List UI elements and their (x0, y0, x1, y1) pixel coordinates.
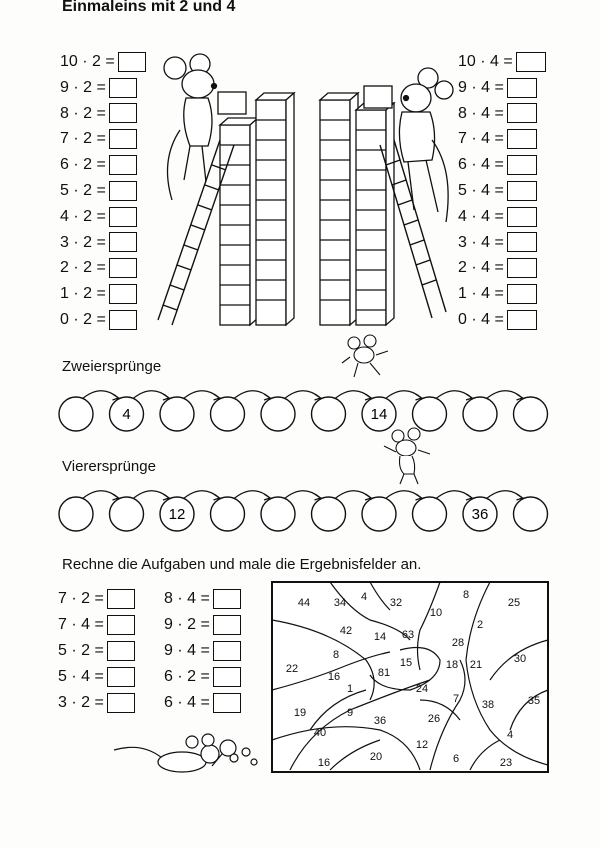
answer-box[interactable] (107, 615, 135, 635)
picture-field-number[interactable]: 38 (481, 699, 495, 711)
cube-tower-left-2 (256, 93, 294, 325)
equation-text: 7 · 4 = (58, 616, 104, 633)
equation-row (458, 309, 537, 331)
equation-text: 10 · 4 = (458, 53, 513, 70)
equation-text: 7 · 4 = (458, 130, 504, 148)
answer-box[interactable] (213, 693, 241, 713)
answer-box[interactable] (507, 129, 537, 149)
number-circle[interactable] (413, 497, 447, 531)
answer-box[interactable] (107, 589, 135, 609)
equation-row (164, 588, 241, 610)
picture-field-number[interactable]: 7 (452, 693, 460, 705)
answer-box[interactable] (507, 78, 537, 98)
cube-towers-illustration (150, 50, 460, 340)
equation-text: 6 · 4 = (458, 156, 504, 174)
twos-number-line (50, 376, 560, 446)
answer-box[interactable] (213, 615, 241, 635)
equation-row (458, 154, 537, 176)
picture-field-number[interactable]: 35 (527, 695, 541, 707)
equation-text: 5 · 2 = (58, 642, 104, 659)
equation-row (458, 128, 537, 150)
picture-field-number[interactable]: 23 (499, 757, 513, 769)
answer-box[interactable] (109, 258, 137, 278)
answer-box[interactable] (109, 232, 137, 252)
equation-text: 0 · 4 = (458, 311, 504, 328)
equation-row (458, 206, 537, 228)
picture-field-number[interactable]: 16 (317, 757, 331, 769)
answer-box[interactable] (507, 232, 537, 252)
answer-box[interactable] (516, 52, 546, 72)
equation-text: 8 · 4 = (458, 104, 504, 122)
answer-box[interactable] (507, 181, 537, 201)
equation-row (60, 206, 137, 228)
answer-box[interactable] (109, 181, 137, 201)
held-cube-left (218, 92, 246, 114)
number-circle[interactable] (312, 397, 346, 431)
picture-field-number[interactable]: 20 (369, 751, 383, 763)
equation-row (164, 692, 241, 714)
number-circle[interactable] (261, 397, 295, 431)
answer-box[interactable] (507, 207, 537, 227)
number-circle-value: 4 (122, 406, 131, 423)
number-circle[interactable] (211, 497, 245, 531)
color-by-number-picture (270, 580, 552, 776)
picture-field-number[interactable]: 40 (313, 727, 327, 739)
picture-field-number[interactable]: 10 (429, 607, 443, 619)
number-circle[interactable] (110, 497, 144, 531)
number-circle[interactable] (514, 497, 548, 531)
picture-field-number[interactable]: 26 (427, 713, 441, 725)
picture-field-number[interactable]: 1 (346, 683, 354, 695)
equation-text: 9 · 4 = (458, 78, 504, 96)
equation-row (58, 666, 135, 688)
picture-field-number[interactable]: 15 (399, 657, 413, 669)
equation-row (58, 614, 135, 636)
equation-text: 6 · 2 = (60, 156, 106, 174)
answer-box[interactable] (213, 641, 241, 661)
task-heading: Rechne die Aufgaben und male die Ergebnisfelder an. (62, 556, 422, 573)
picture-field-number[interactable]: 63 (401, 629, 415, 641)
equation-row (60, 232, 137, 254)
equation-row (60, 283, 137, 305)
twos-heading: Zweiersprünge (62, 358, 162, 375)
answer-box[interactable] (109, 129, 137, 149)
answer-box[interactable] (507, 310, 537, 330)
equation-row (60, 154, 137, 176)
equation-row (458, 283, 537, 305)
number-circle[interactable] (312, 497, 346, 531)
picture-field-number[interactable]: 8 (462, 589, 470, 601)
answer-box[interactable] (507, 103, 537, 123)
number-circle[interactable] (463, 397, 497, 431)
number-circle-value: 12 (168, 506, 186, 523)
answer-box[interactable] (507, 284, 537, 304)
number-circle[interactable] (362, 497, 396, 531)
equation-text: 4 · 2 = (60, 207, 106, 225)
picture-field-number[interactable]: 32 (389, 597, 403, 609)
picture-field-number[interactable]: 21 (469, 659, 483, 671)
equation-text: 8 · 4 = (164, 590, 210, 607)
equation-text: 1 · 2 = (60, 285, 106, 303)
picture-field-number[interactable]: 30 (513, 653, 527, 665)
fours-number-line (50, 476, 560, 546)
picture-field-number[interactable]: 34 (333, 597, 347, 609)
equation-text: 5 · 4 = (458, 182, 504, 199)
answer-box[interactable] (109, 78, 137, 98)
equation-row (458, 232, 537, 254)
page-title: Einmaleins mit 2 und 4 (62, 0, 236, 15)
picture-field-number[interactable]: 4 (506, 729, 514, 741)
held-cube-right (364, 86, 392, 108)
answer-box[interactable] (109, 103, 137, 123)
equation-text: 0 · 2 = (60, 311, 106, 328)
number-circle[interactable] (514, 397, 548, 431)
picture-field-number[interactable]: 25 (507, 597, 521, 609)
equation-text: 9 · 2 = (164, 616, 210, 633)
equation-row (60, 180, 137, 202)
equation-row (458, 77, 537, 99)
picture-field-number[interactable]: 8 (332, 649, 340, 661)
picture-field-number[interactable]: 2 (476, 619, 484, 631)
equation-row (164, 666, 241, 688)
picture-field-number[interactable]: 4 (360, 591, 368, 603)
equation-text: 2 · 4 = (458, 259, 504, 277)
picture-field-number[interactable]: 14 (373, 631, 387, 643)
mouse-with-magnifier-icon (112, 728, 272, 788)
picture-field-number[interactable]: 44 (297, 597, 311, 609)
equation-row (458, 257, 537, 279)
picture-field-number[interactable]: 9 (346, 707, 354, 719)
equation-row (58, 588, 135, 610)
picture-field-number[interactable]: 16 (327, 671, 341, 683)
picture-field-number[interactable]: 19 (293, 707, 307, 719)
equation-row (60, 103, 137, 125)
answer-box[interactable] (109, 155, 137, 175)
picture-field-number[interactable]: 24 (415, 683, 429, 695)
cube-tower-right-1 (320, 93, 358, 325)
answer-box[interactable] (507, 155, 537, 175)
equation-row (164, 640, 241, 662)
equation-text: 4 · 4 = (458, 207, 504, 225)
picture-field-number[interactable]: 22 (285, 663, 299, 675)
equation-text: 5 · 4 = (58, 668, 104, 685)
equation-row (58, 640, 135, 662)
fours-heading: Vierersprünge (62, 458, 156, 475)
number-circle[interactable] (59, 397, 93, 431)
equation-text: 2 · 2 = (60, 259, 106, 277)
number-circle[interactable] (211, 397, 245, 431)
picture-field-number[interactable]: 28 (451, 637, 465, 649)
equation-text: 9 · 4 = (164, 642, 210, 659)
number-circle[interactable] (59, 497, 93, 531)
number-circle-value: 14 (370, 406, 388, 423)
picture-field-number[interactable]: 18 (445, 659, 459, 671)
equation-text: 10 · 2 = (60, 53, 115, 70)
equation-row (60, 51, 146, 73)
cube-tower-right-2 (356, 103, 394, 325)
number-circle[interactable] (160, 397, 194, 431)
equation-text: 3 · 4 = (458, 233, 504, 251)
mouse-left-figure (164, 54, 217, 200)
equation-row (164, 614, 241, 636)
number-circle-value: 36 (471, 506, 489, 523)
mouse-jumping-fours-icon (378, 424, 438, 486)
answer-box[interactable] (107, 641, 135, 661)
answer-box[interactable] (107, 693, 135, 713)
picture-field-number[interactable]: 6 (452, 753, 460, 765)
mouse-right-figure (399, 68, 453, 222)
picture-field-number[interactable]: 36 (373, 715, 387, 727)
answer-box[interactable] (109, 207, 137, 227)
equation-text: 3 · 2 = (58, 694, 104, 711)
equation-row (458, 51, 546, 73)
equation-row (60, 128, 137, 150)
equation-row (60, 257, 137, 279)
answer-box[interactable] (507, 258, 537, 278)
equation-text: 1 · 4 = (458, 285, 504, 303)
equation-row (458, 103, 537, 125)
answer-box[interactable] (109, 284, 137, 304)
equation-row (458, 180, 537, 202)
equation-text: 9 · 2 = (60, 78, 106, 96)
number-circle[interactable] (261, 497, 295, 531)
answer-box[interactable] (213, 589, 241, 609)
equation-text: 8 · 2 = (60, 104, 106, 122)
answer-box[interactable] (107, 667, 135, 687)
equation-text: 6 · 2 = (164, 668, 210, 685)
answer-box[interactable] (213, 667, 241, 687)
picture-field-number[interactable]: 42 (339, 625, 353, 637)
answer-box[interactable] (118, 52, 146, 72)
equation-row (60, 77, 137, 99)
equation-text: 6 · 4 = (164, 694, 210, 711)
equation-text: 7 · 2 = (58, 590, 104, 607)
cube-tower-left-1 (220, 118, 258, 325)
equation-row (58, 692, 135, 714)
picture-field-number[interactable]: 81 (377, 667, 391, 679)
picture-field-number[interactable]: 12 (415, 739, 429, 751)
equation-text: 7 · 2 = (60, 130, 106, 148)
answer-box[interactable] (109, 310, 137, 330)
mouse-jumping-twos-icon (340, 333, 400, 383)
equation-text: 5 · 2 = (60, 182, 106, 199)
equation-row (60, 309, 137, 331)
equation-text: 3 · 2 = (60, 233, 106, 251)
